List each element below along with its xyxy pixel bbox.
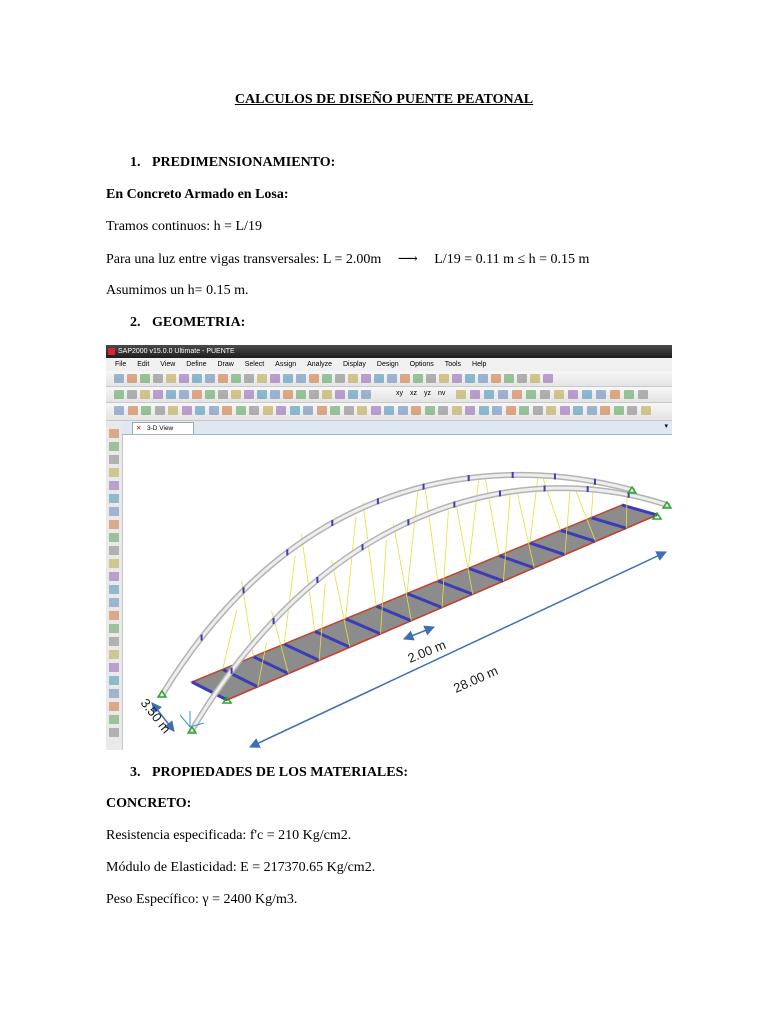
hanger-cable <box>346 517 356 619</box>
arch-joint <box>594 479 596 485</box>
view-xz-button[interactable]: xz <box>410 390 417 397</box>
view-nv-button[interactable]: nv <box>438 390 446 397</box>
toolbar-tool-icon[interactable] <box>540 390 550 399</box>
toolbar-tool-icon[interactable] <box>400 374 410 383</box>
section-3-number: 3. <box>130 765 141 780</box>
toolbar-tool-icon[interactable] <box>276 406 286 415</box>
toolbar-tool-icon[interactable] <box>519 406 529 415</box>
toolbar-tool-icon[interactable] <box>153 390 163 399</box>
toolbar-tool-icon[interactable] <box>374 374 384 383</box>
hanger-cable <box>363 502 376 606</box>
toolbar-tool-icon[interactable] <box>546 406 556 415</box>
arrow-symbol: ⟶ <box>397 252 418 267</box>
toolbar-tool-icon[interactable] <box>512 390 522 399</box>
left-tool-icon[interactable] <box>109 663 119 672</box>
left-tool-icon[interactable] <box>109 481 119 490</box>
left-tool-icon[interactable] <box>109 455 119 464</box>
toolbar-tool-icon[interactable] <box>309 374 319 383</box>
tab-3d-view-label: 3-D View <box>147 425 174 432</box>
menu-help[interactable]: Help <box>472 361 487 368</box>
hanger-cable <box>542 476 560 530</box>
toolbar-tool-icon[interactable] <box>127 374 137 383</box>
toolbar-tool-icon[interactable] <box>231 390 241 399</box>
left-tool-icon[interactable] <box>109 676 119 685</box>
hanger-cable <box>530 475 538 543</box>
arch-joint <box>286 549 288 555</box>
toolbar-tool-icon[interactable] <box>357 406 367 415</box>
sap-toolbar-1 <box>106 371 672 387</box>
arch-joint <box>554 473 556 479</box>
toolbar-tool-icon[interactable] <box>439 374 449 383</box>
toolbar-tool-icon[interactable] <box>263 406 273 415</box>
toolbar-tool-icon[interactable] <box>348 390 358 399</box>
predim-line-2 <box>106 251 589 268</box>
view-xy-button[interactable]: xy <box>396 390 403 397</box>
left-tool-icon[interactable] <box>109 728 119 737</box>
toolbar-tool-icon[interactable] <box>296 374 306 383</box>
toolbar-tool-icon[interactable] <box>361 374 371 383</box>
bridge-3d-view <box>122 435 672 750</box>
toolbar-tool-icon[interactable] <box>582 390 592 399</box>
arch-joint <box>512 472 514 478</box>
section-1-heading <box>130 155 335 171</box>
toolbar-tool-icon[interactable] <box>587 406 597 415</box>
sap-menubar <box>106 358 672 371</box>
toolbar-tool-icon[interactable] <box>610 390 620 399</box>
toolbar-tool-icon[interactable] <box>465 374 475 383</box>
left-tool-icon[interactable] <box>109 637 119 646</box>
toolbar-tool-icon[interactable] <box>153 374 163 383</box>
toolbar-tool-icon[interactable] <box>231 374 241 383</box>
toolbar-tool-icon[interactable] <box>205 374 215 383</box>
toolbar-tool-icon[interactable] <box>192 390 202 399</box>
toolbar-tool-icon[interactable] <box>114 406 124 415</box>
toolbar-tool-icon[interactable] <box>627 406 637 415</box>
toolbar-tool-icon[interactable] <box>438 406 448 415</box>
close-icon[interactable]: ✕ <box>136 425 142 432</box>
toolbar-tool-icon[interactable] <box>209 406 219 415</box>
toolbar-tool-icon[interactable] <box>456 390 466 399</box>
toolbar-tool-icon[interactable] <box>244 390 254 399</box>
toolbar-tool-icon[interactable] <box>114 374 124 383</box>
toolbar-tool-icon[interactable] <box>205 390 215 399</box>
material-line-3 <box>106 892 297 908</box>
toolbar-tool-icon[interactable] <box>384 406 394 415</box>
toolbar-tool-icon[interactable] <box>554 390 564 399</box>
arch-back-highlight <box>162 475 632 695</box>
concrete-subheading: CONCRETO: <box>106 796 192 811</box>
toolbar-tool-icon[interactable] <box>573 406 583 415</box>
menu-select[interactable]: Select <box>244 361 265 368</box>
toolbar-tool-icon[interactable] <box>504 374 514 383</box>
arch-joint <box>273 618 275 624</box>
predim-line-3: Asumimos un h= 0.15 m. <box>106 283 249 298</box>
toolbar-tool-icon[interactable] <box>413 374 423 383</box>
toolbar-tool-icon[interactable] <box>140 390 150 399</box>
section-3-title: PROPIEDADES DE LOS MATERIALES: <box>152 765 409 780</box>
toolbar-tool-icon[interactable] <box>257 390 267 399</box>
menu-assign[interactable]: Assign <box>275 361 297 368</box>
arch-joint <box>377 498 379 504</box>
toolbar-tool-icon[interactable] <box>283 374 293 383</box>
arch-joint <box>468 475 470 481</box>
arch-joint <box>362 544 364 550</box>
arch-joint <box>201 635 203 641</box>
arch-joint <box>231 668 233 674</box>
toolbar-tool-icon[interactable] <box>335 390 345 399</box>
dim-label-spacing: 2.00 m <box>405 636 448 666</box>
menu-edit[interactable]: Edit <box>137 361 150 368</box>
material-line-3-label: Peso Específico: <box>106 892 203 907</box>
toolbar-tool-icon[interactable] <box>479 406 489 415</box>
predim-line-1: Tramos continuos: h = L/19 <box>106 219 262 234</box>
deck-slab <box>192 505 657 700</box>
toolbar-tool-icon[interactable] <box>641 406 651 415</box>
section-2-number: 2. <box>130 315 141 330</box>
left-tool-icon[interactable] <box>109 468 119 477</box>
toolbar-tool-icon[interactable] <box>543 374 553 383</box>
menu-analyze[interactable]: Analyze <box>307 361 333 368</box>
sap-tab-bar <box>122 421 672 435</box>
toolbar-tool-icon[interactable] <box>322 390 332 399</box>
toolbar-tool-icon[interactable] <box>218 374 228 383</box>
toolbar-tool-icon[interactable] <box>182 406 192 415</box>
toolbar-tool-icon[interactable] <box>244 374 254 383</box>
arch-joint <box>243 587 245 593</box>
toolbar-tool-icon[interactable] <box>568 390 578 399</box>
toolbar-tool-icon[interactable] <box>270 374 280 383</box>
toolbar-tool-icon[interactable] <box>296 390 306 399</box>
toolbar-tool-icon[interactable] <box>596 390 606 399</box>
menu-tools[interactable]: Tools <box>444 361 462 368</box>
toolbar-tool-icon[interactable] <box>614 406 624 415</box>
predim-subheading: En Concreto Armado en Losa: <box>106 187 289 202</box>
arch-joint <box>453 501 455 507</box>
menu-view[interactable]: View <box>160 361 176 368</box>
toolbar-tool-icon[interactable] <box>425 406 435 415</box>
toolbar-tool-icon[interactable] <box>303 406 313 415</box>
toolbar-tool-icon[interactable] <box>283 390 293 399</box>
tab-3d-view[interactable] <box>132 422 194 434</box>
toolbar-tool-icon[interactable] <box>465 406 475 415</box>
toolbar-tool-icon[interactable] <box>179 374 189 383</box>
sap-window-title: SAP2000 v15.0.0 Ultimate - PUENTE <box>118 348 235 355</box>
document-title: CALCULOS DE DISEÑO PUENTE PEATONAL <box>234 92 534 107</box>
view-yz-button[interactable]: yz <box>424 390 431 397</box>
section-2-heading <box>130 315 245 331</box>
predim-line-2-left: Para una luz entre vigas transversales: L = 2.00m <box>106 252 382 267</box>
chevron-down-icon[interactable]: ▾ <box>664 423 668 430</box>
toolbar-tool-icon[interactable] <box>517 374 527 383</box>
left-tool-icon[interactable] <box>109 572 119 581</box>
toolbar-tool-icon[interactable] <box>249 406 259 415</box>
toolbar-tool-icon[interactable] <box>335 374 345 383</box>
sap-toolbar-3 <box>106 403 672 421</box>
sap2000-screenshot <box>106 345 672 750</box>
section-1-number: 1. <box>130 155 141 170</box>
toolbar-tool-icon[interactable] <box>166 390 176 399</box>
toolbar-tool-icon[interactable] <box>127 390 137 399</box>
toolbar-tool-icon[interactable] <box>140 374 150 383</box>
material-line-2: Módulo de Elasticidad: E = 217370.65 Kg/cm2. <box>106 860 376 875</box>
toolbar-tool-icon[interactable] <box>478 374 488 383</box>
material-line-3-value: = 2400 Kg/m3. <box>208 892 298 907</box>
toolbar-tool-icon[interactable] <box>168 406 178 415</box>
hanger-cable <box>407 492 418 594</box>
left-tool-icon[interactable] <box>109 689 119 698</box>
left-tool-icon[interactable] <box>109 442 119 451</box>
toolbar-tool-icon[interactable] <box>426 374 436 383</box>
left-tool-icon[interactable] <box>109 429 119 438</box>
menu-draw[interactable]: Draw <box>217 361 234 368</box>
dim-arrow-spacing <box>404 627 434 639</box>
arch-joint <box>407 519 409 525</box>
arch-joint <box>331 520 333 526</box>
toolbar-tool-icon[interactable] <box>166 374 176 383</box>
toolbar-tool-icon[interactable] <box>387 374 397 383</box>
toolbar-tool-icon[interactable] <box>270 390 280 399</box>
hanger-cable <box>468 478 479 568</box>
hanger-cable <box>591 480 593 518</box>
left-tool-icon[interactable] <box>109 715 119 724</box>
left-tool-icon[interactable] <box>109 611 119 620</box>
left-tool-icon[interactable] <box>109 702 119 711</box>
predim-line-2-right: L/19 = 0.11 m ≤ h = 0.15 m <box>434 252 590 267</box>
left-tool-icon[interactable] <box>109 546 119 555</box>
toolbar-tool-icon[interactable] <box>330 406 340 415</box>
left-tool-icon[interactable] <box>109 494 119 503</box>
toolbar-tool-icon[interactable] <box>498 390 508 399</box>
toolbar-tool-icon[interactable] <box>348 374 358 383</box>
toolbar-tool-icon[interactable] <box>470 390 480 399</box>
left-tool-icon[interactable] <box>109 624 119 633</box>
left-tool-icon[interactable] <box>109 533 119 542</box>
toolbar-tool-icon[interactable] <box>361 390 371 399</box>
toolbar-tool-icon[interactable] <box>257 374 267 383</box>
section-1-title: PREDIMENSIONAMIENTO: <box>152 155 336 170</box>
arch-joint <box>423 484 425 490</box>
menu-design[interactable]: Design <box>376 361 399 368</box>
toolbar-tool-icon[interactable] <box>624 390 634 399</box>
menu-file[interactable]: File <box>115 361 127 368</box>
left-tool-icon[interactable] <box>109 559 119 568</box>
arch-joint <box>499 490 501 496</box>
toolbar-tool-icon[interactable] <box>411 406 421 415</box>
gamma-symbol: γ <box>202 892 209 907</box>
toolbar-tool-icon[interactable] <box>484 390 494 399</box>
toolbar-tool-icon[interactable] <box>526 390 536 399</box>
sap-app-icon <box>108 348 115 355</box>
toolbar-tool-icon[interactable] <box>398 406 408 415</box>
left-tool-icon[interactable] <box>109 507 119 516</box>
left-tool-icon[interactable] <box>109 520 119 529</box>
toolbar-tool-icon[interactable] <box>492 406 502 415</box>
arch-back <box>162 475 632 695</box>
toolbar-tool-icon[interactable] <box>452 374 462 383</box>
hanger-cable <box>485 476 499 556</box>
toolbar-tool-icon[interactable] <box>317 406 327 415</box>
dim-label-length: 28.00 m <box>451 662 501 696</box>
toolbar-tool-icon[interactable] <box>600 406 610 415</box>
toolbar-tool-icon[interactable] <box>560 406 570 415</box>
left-tool-icon[interactable] <box>109 585 119 594</box>
menu-display[interactable]: Display <box>342 361 366 368</box>
toolbar-tool-icon[interactable] <box>218 390 228 399</box>
toolbar-tool-icon[interactable] <box>506 406 516 415</box>
toolbar-tool-icon[interactable] <box>155 406 165 415</box>
menu-define[interactable]: Define <box>186 361 207 368</box>
toolbar-tool-icon[interactable] <box>309 390 319 399</box>
material-line-1: Resistencia especificada: f'c = 210 Kg/cm2. <box>106 828 352 843</box>
toolbar-tool-icon[interactable] <box>141 406 151 415</box>
toolbar-tool-icon[interactable] <box>322 374 332 383</box>
hanger-cable <box>223 610 237 669</box>
sap-titlebar <box>106 345 672 358</box>
left-tool-icon[interactable] <box>109 598 119 607</box>
menu-options[interactable]: Options <box>409 361 434 368</box>
section-3-heading <box>130 765 408 781</box>
dim-label-width: 3.50 m <box>137 695 174 737</box>
toolbar-tool-icon[interactable] <box>371 406 381 415</box>
hanger-cable <box>425 484 438 581</box>
toolbar-tool-icon[interactable] <box>195 406 205 415</box>
toolbar-tool-icon[interactable] <box>452 406 462 415</box>
left-tool-icon[interactable] <box>109 650 119 659</box>
toolbar-tool-icon[interactable] <box>114 390 124 399</box>
toolbar-tool-icon[interactable] <box>530 374 540 383</box>
arch-joint <box>544 485 546 491</box>
arch-joint <box>587 486 589 492</box>
arch-joint <box>316 577 318 583</box>
toolbar-tool-icon[interactable] <box>290 406 300 415</box>
toolbar-tool-icon[interactable] <box>344 406 354 415</box>
toolbar-tool-icon[interactable] <box>179 390 189 399</box>
toolbar-tool-icon[interactable] <box>236 406 246 415</box>
toolbar-tool-icon[interactable] <box>192 374 202 383</box>
sap-left-toolbar <box>106 421 123 750</box>
toolbar-tool-icon[interactable] <box>128 406 138 415</box>
toolbar-tool-icon[interactable] <box>491 374 501 383</box>
sap-toolbar-2 <box>106 387 672 403</box>
toolbar-tool-icon[interactable] <box>533 406 543 415</box>
toolbar-tool-icon[interactable] <box>222 406 232 415</box>
toolbar-tool-icon[interactable] <box>638 390 648 399</box>
section-2-title: GEOMETRIA: <box>152 315 246 330</box>
